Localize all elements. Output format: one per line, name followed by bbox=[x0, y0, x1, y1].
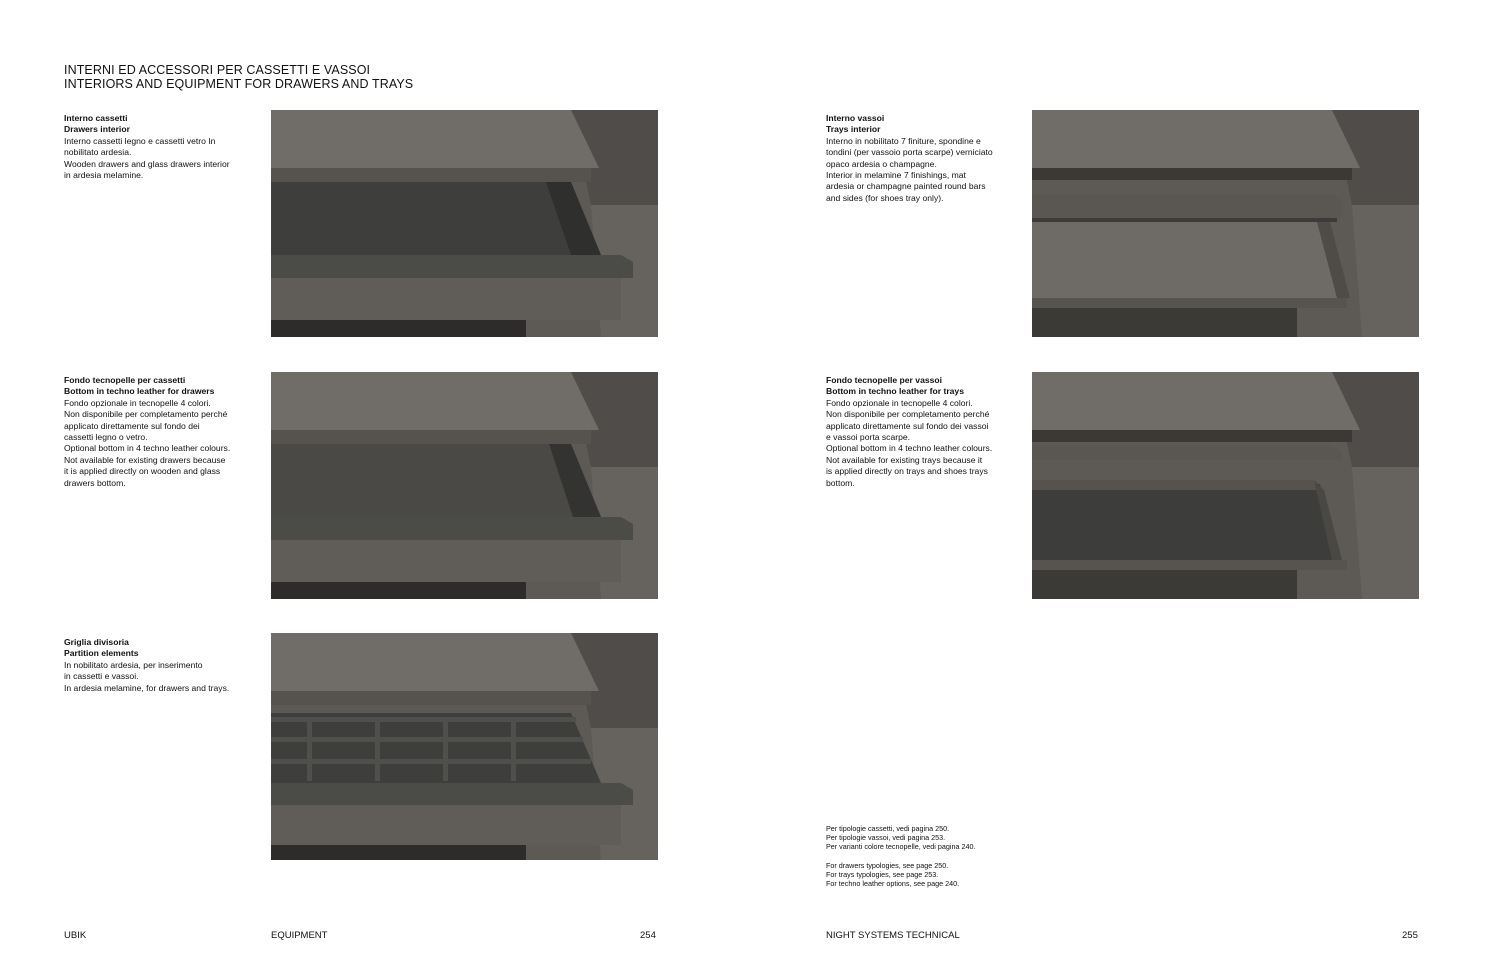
techno-leather-drawers-heading-en: Bottom in techno leather for drawers bbox=[64, 386, 215, 397]
drawers-interior-heading-it: Interno cassetti bbox=[64, 113, 128, 123]
title-italian: INTERNI ED ACCESSORI PER CASSETTI E VASSOI bbox=[64, 63, 371, 77]
trays-interior-heading-en: Trays interior bbox=[826, 124, 881, 135]
trays-interior-block bbox=[826, 113, 1026, 204]
page-title bbox=[64, 63, 413, 91]
page-references-italian: Per tipologie cassetti, vedi pagina 250. Per tipologie vassoi, vedi pagina 253. Per varianti colore tecnopelle, vedi pagina 240. bbox=[826, 824, 976, 852]
techno-leather-tray-photo bbox=[1032, 372, 1419, 599]
partition-heading-en: Partition elements bbox=[64, 648, 139, 659]
trays-interior-text: Interno in nobilitato 7 finiture, spondine e tondini (per vassoio porta scarpe) verniciato opaco ardesia o champagne. Interior in melamine 7 finishings, mat ardesia or champagne painted round bars and sides (for shoes tray only). bbox=[826, 135, 993, 203]
techno-leather-trays-block bbox=[826, 375, 1026, 489]
page-references bbox=[826, 824, 975, 888]
techno-leather-drawers-heading-it: Fondo tecnopelle per cassetti bbox=[64, 375, 186, 385]
footer-page-number-right: 255 bbox=[1402, 930, 1418, 941]
partition-block bbox=[64, 637, 264, 694]
drawers-interior-block bbox=[64, 113, 264, 181]
drawers-interior-heading-en: Drawers interior bbox=[64, 124, 130, 135]
partition-heading-it: Griglia divisoria bbox=[64, 637, 129, 647]
drawer-interior-photo bbox=[271, 110, 658, 337]
techno-leather-drawers-block bbox=[64, 375, 264, 489]
techno-leather-trays-heading-en: Bottom in techno leather for trays bbox=[826, 386, 964, 397]
trays-interior-photo bbox=[1032, 110, 1419, 337]
page-references-english: For drawers typologies, see page 250. For trays typologies, see page 253. For techno leather options, see page 240. bbox=[826, 860, 960, 889]
footer-section-left: EQUIPMENT bbox=[271, 930, 328, 941]
footer-section-right: NIGHT SYSTEMS TECHNICAL bbox=[826, 930, 960, 941]
techno-leather-drawer-photo bbox=[271, 372, 658, 599]
techno-leather-trays-text: Fondo opzionale in tecnopelle 4 colori. Non disponibile per completamento perché applicato direttamente sul fondo dei vassoi e vassoi porta scarpe. Optional bottom in 4 techno leather colours. Not available for existing trays because it is applied directly on trays and shoes trays bottom. bbox=[826, 397, 993, 488]
footer-page-number-left: 254 bbox=[640, 930, 656, 941]
techno-leather-drawers-text: Fondo opzionale in tecnopelle 4 colori. Non disponibile per completamento perché applicato direttamente sul fondo dei cassetti legno o vetro. Optional bottom in 4 techno leather colours. Not available for existing drawers because it is applied directly on wooden and glass drawers bottom. bbox=[64, 397, 231, 488]
partition-text: In nobilitato ardesia, per inserimento in cassetti e vassoi. In ardesia melamine, for drawers and trays. bbox=[64, 659, 230, 693]
partition-grid-photo bbox=[271, 633, 658, 860]
techno-leather-trays-heading-it: Fondo tecnopelle per vassoi bbox=[826, 375, 943, 385]
drawers-interior-text: Interno cassetti legno e cassetti vetro In nobilitato ardesia. Wooden drawers and glass drawers interior in ardesia melamine. bbox=[64, 135, 230, 181]
title-english: INTERIORS AND EQUIPMENT FOR DRAWERS AND TRAYS bbox=[64, 77, 414, 91]
trays-interior-heading-it: Interno vassoi bbox=[826, 113, 885, 123]
footer-brand: UBIK bbox=[64, 930, 87, 941]
